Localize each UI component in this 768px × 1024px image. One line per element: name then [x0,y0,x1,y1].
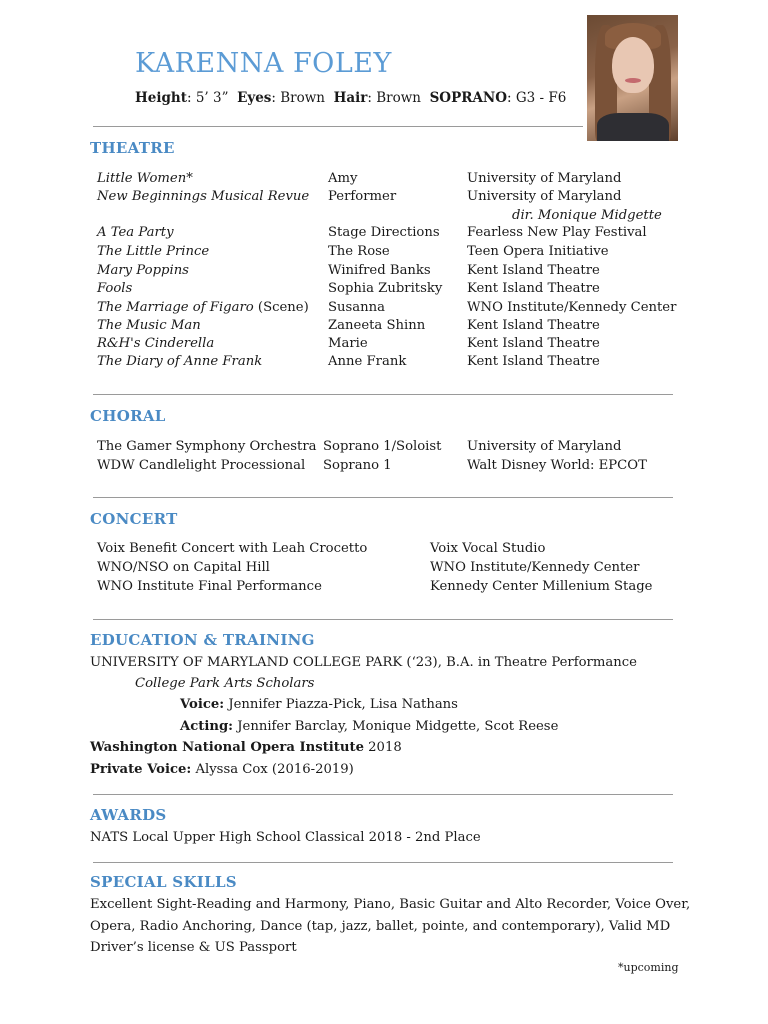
height-label: Height [135,90,187,106]
theatre-title: The Diary of Anne Frank [97,354,263,369]
theatre-company: Kent Island Theatre [467,336,600,351]
header-divider [93,126,583,127]
concert-event: Voix Benefit Concert with Leah Crocetto [97,541,368,556]
theatre-role: Marie [328,336,368,351]
eyes-value: Brown [280,90,326,106]
theatre-title-text: The Marriage of Figaro [97,300,254,315]
theatre-role: Sophia Zubritsky [328,281,443,296]
theatre-company: University of Maryland [467,171,622,186]
scholars-line: College Park Arts Scholars [135,676,315,691]
private-voice-value: Alyssa Cox (2016-2019) [195,762,354,777]
wno-institute [90,740,402,755]
voice-teachers [180,697,458,712]
theatre-company: Kent Island Theatre [467,354,600,369]
theatre-role: Zaneeta Shinn [328,318,426,333]
skills-line: Excellent Sight-Reading and Harmony, Piano, Basic Guitar and Alto Recorder, Voice Over, [90,897,691,912]
theatre-role: Winifred Banks [328,263,431,278]
theatre-heading: THEATRE [90,139,175,157]
theatre-role: Stage Directions [328,225,440,240]
skills-line: Opera, Radio Anchoring, Dance (tap, jazz, ballet, pointe, and contemporary), Valid MD [90,919,671,934]
theatre-role: Susanna [328,300,386,315]
section-divider [93,862,673,863]
acting-teachers-value: Jennifer Barclay, Monique Midgette, Scot Reese [237,719,559,734]
theatre-company: University of Maryland [467,189,622,204]
theatre-title: The Little Prince [97,244,210,259]
theatre-role: The Rose [328,244,390,259]
height-value: 5’ 3” [195,90,229,106]
concert-event: WNO/NSO on Capital Hill [97,560,270,575]
education-heading: EDUCATION & TRAINING [90,631,315,649]
section-divider [93,619,673,620]
concert-heading: CONCERT [90,510,178,528]
acting-teachers-label: Acting: [180,719,234,734]
hair-value: Brown [376,90,421,106]
voice-teachers-value: Jennifer Piazza-Pick, Lisa Nathans [228,697,458,712]
skills-heading: SPECIAL SKILLS [90,873,237,891]
theatre-title: Fools [97,281,133,296]
choral-venue: University of Maryland [467,439,622,454]
choral-part: Soprano 1/Soloist [323,439,442,454]
voice-label: SOPRANO [429,90,508,106]
voice-teachers-label: Voice: [180,697,225,712]
award-item: NATS Local Upper High School Classical 2018 - 2nd Place [90,830,481,845]
theatre-company: Kent Island Theatre [467,318,600,333]
director-credit: dir. Monique Midgette [512,208,662,223]
headshot-photo [587,15,678,141]
private-voice-label: Private Voice: [90,762,192,777]
section-divider [93,497,673,498]
university-line: UNIVERSITY OF MARYLAND COLLEGE PARK (‘23), B.A. in Theatre Performance [90,655,637,670]
acting-teachers [180,719,558,734]
upcoming-footnote: *upcoming [618,961,679,974]
theatre-role: Amy [328,171,358,186]
choral-ensemble: WDW Candlelight Processional [97,458,306,473]
resume-name: KARENNA FOLEY [135,48,392,79]
voice-value: G3 - F6 [515,90,567,106]
theatre-title-suffix: (Scene) [257,300,309,315]
theatre-title: The Music Man [97,318,201,333]
theatre-title [97,300,309,315]
physical-stats: Height: 5’ 3” Eyes: Brown Hair: Brown SOPRANO: G3 - F6 [135,90,567,106]
theatre-company: Teen Opera Initiative [467,244,609,259]
eyes-label: Eyes [237,90,272,106]
hair-label: Hair [333,90,368,106]
theatre-title: New Beginnings Musical Revue [97,189,310,204]
private-voice [90,762,354,777]
theatre-company: Kent Island Theatre [467,263,600,278]
awards-heading: AWARDS [90,806,167,824]
theatre-title: R&H's Cinderella [97,336,215,351]
concert-venue: Kennedy Center Millenium Stage [430,579,653,594]
wno-institute-label: Washington National Opera Institute [90,740,364,755]
theatre-company: WNO Institute/Kennedy Center [467,300,677,315]
choral-part: Soprano 1 [323,458,392,473]
theatre-title: Mary Poppins [97,263,189,278]
choral-heading: CHORAL [90,407,166,425]
theatre-title: A Tea Party [97,225,174,240]
theatre-company: Kent Island Theatre [467,281,600,296]
choral-ensemble: The Gamer Symphony Orchestra [97,439,317,454]
theatre-role: Performer [328,189,397,204]
theatre-role: Anne Frank [328,354,407,369]
section-divider [93,794,673,795]
concert-venue: Voix Vocal Studio [430,541,546,556]
concert-venue: WNO Institute/Kennedy Center [430,560,640,575]
theatre-company: Fearless New Play Festival [467,225,647,240]
section-divider [93,394,673,395]
theatre-title: Little Women* [97,171,193,186]
choral-venue: Walt Disney World: EPCOT [467,458,647,473]
skills-line: Driver’s license & US Passport [90,940,297,955]
concert-event: WNO Institute Final Performance [97,579,322,594]
wno-institute-year: 2018 [368,740,402,755]
